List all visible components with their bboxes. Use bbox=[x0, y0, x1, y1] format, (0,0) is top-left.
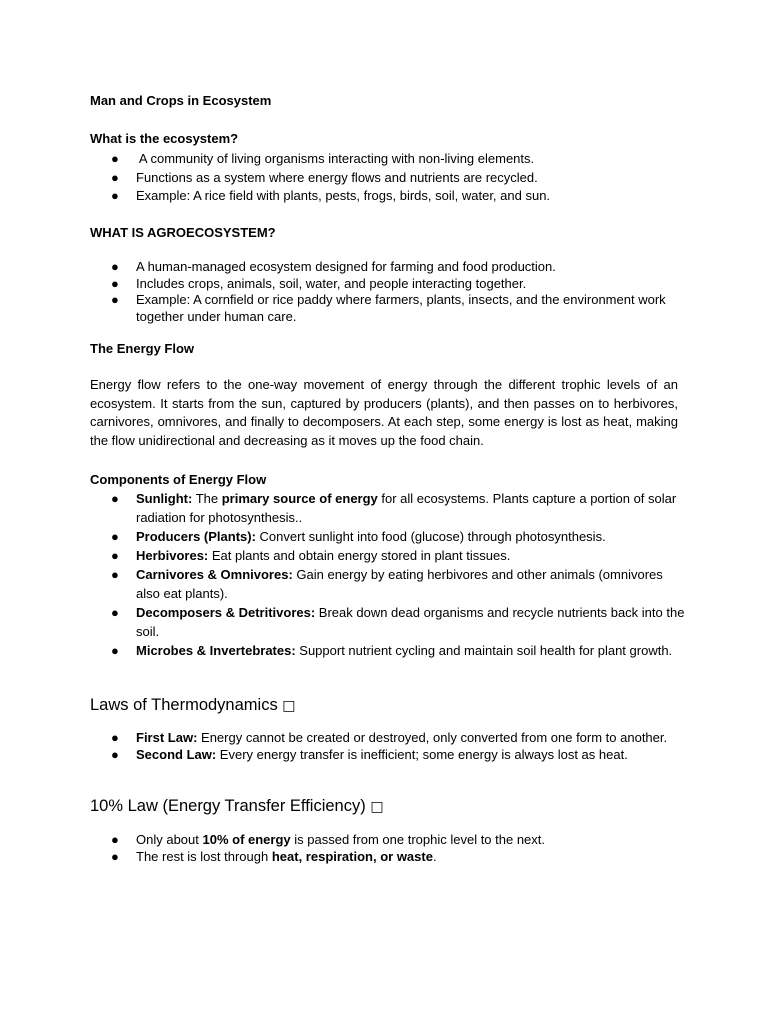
list-item: ● Functions as a system where energy flows and nutrients are recycled. bbox=[111, 169, 538, 185]
list-item: ● Includes crops, animals, soil, water, and people interacting together. bbox=[111, 275, 527, 291]
list-item-decomposers: ● Decomposers & Detritivores: Break down dead organisms and recycle nutrients back into the soil. bbox=[111, 605, 685, 639]
list-item: ● Example: A rice field with plants, pests, frogs, birds, soil, water, and sun. bbox=[111, 188, 551, 203]
list-item: ● A human-managed ecosystem designed for farming and food production. bbox=[111, 259, 556, 274]
list-item-sunlight: ● Sunlight: The primary source of energy for all ecosystems. Plants capture a portion of solar radiation for photosynthesis.. bbox=[111, 491, 677, 525]
missing-glyph-icon: □ bbox=[282, 698, 296, 714]
thermodynamics-list bbox=[90, 730, 690, 763]
document-title: Man and Crops in Ecosystem bbox=[90, 93, 272, 108]
ten-percent-law-heading: 10% Law (Energy Transfer Efficiency) □ bbox=[90, 797, 384, 815]
thermodynamics-heading: Laws of Thermodynamics □ bbox=[90, 696, 296, 714]
list-item-first-law: ● First Law: Energy cannot be created or destroyed, only converted from one form to another. bbox=[111, 730, 668, 745]
agroecosystem-heading: WHAT IS AGROECOSYSTEM? bbox=[90, 225, 276, 240]
list-item: ● A community of living organisms interacting with non-living elements. bbox=[111, 151, 535, 166]
agroecosystem-list bbox=[90, 259, 690, 325]
energy-flow-heading: The Energy Flow bbox=[90, 341, 195, 356]
components-list bbox=[90, 489, 690, 660]
components-heading: Components of Energy Flow bbox=[90, 472, 267, 487]
list-item-carnivores: ● Carnivores & Omnivores: Gain energy by eating herbivores and other animals (omnivores also eat plants). bbox=[111, 567, 663, 601]
missing-glyph-icon: □ bbox=[370, 799, 384, 815]
list-item-microbes: ● Microbes & Invertebrates: Support nutrient cycling and maintain soil health for plant growth. bbox=[111, 643, 673, 658]
list-item-producers: ● Producers (Plants): Convert sunlight into food (glucose) through photosynthesis. bbox=[111, 529, 606, 544]
ecosystem-list bbox=[90, 150, 690, 206]
list-item-second-law: ● Second Law: Every energy transfer is inefficient; some energy is always lost as heat. bbox=[111, 746, 628, 762]
list-item: ● The rest is lost through heat, respiration, or waste. bbox=[111, 848, 437, 864]
energy-flow-paragraph: Energy flow refers to the one-way movement of energy through the different trophic levels of an ecosystem. It starts from the sun, captured by producers (plants), and then passes on to herbivores, carnivores, omnivores, and finally to decomposers. At each step, some energy is lost as heat, making the flow unidirectional and decreasing as it moves up the food chain. bbox=[90, 377, 678, 449]
list-item: ● Only about 10% of energy is passed from one trophic level to the next. bbox=[111, 832, 546, 847]
ten-percent-law-list bbox=[90, 832, 690, 865]
list-item: ● Example: A cornfield or rice paddy where farmers, plants, insects, and the environment work together under human care. bbox=[111, 292, 666, 324]
ecosystem-heading: What is the ecosystem? bbox=[90, 131, 239, 146]
list-item-herbivores: ● Herbivores: Eat plants and obtain energy stored in plant tissues. bbox=[111, 548, 511, 563]
